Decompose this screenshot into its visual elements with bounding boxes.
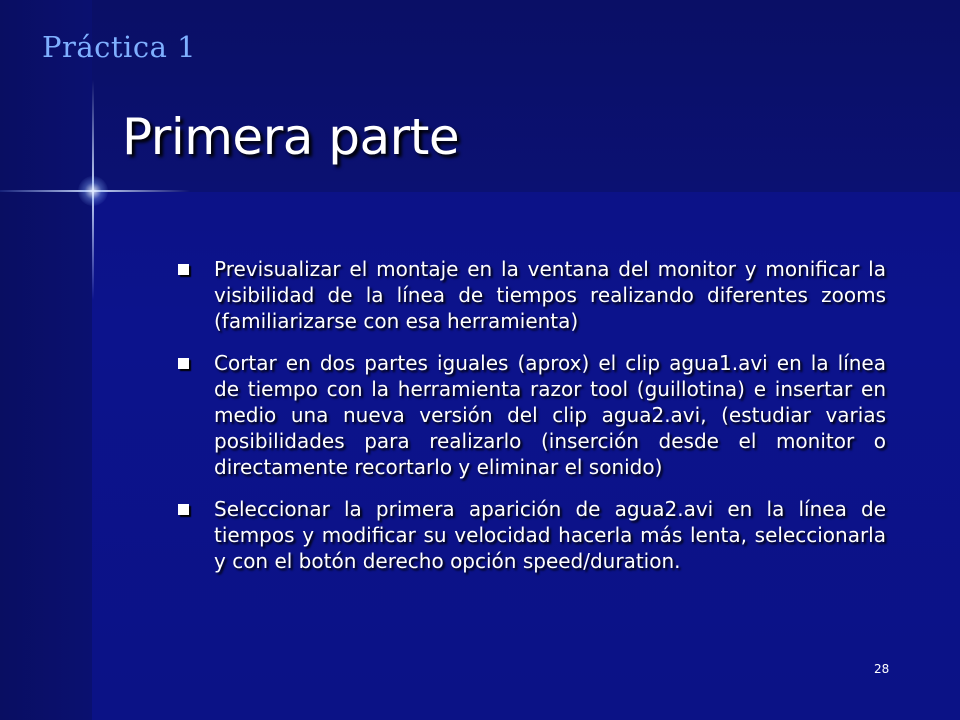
bullet-item (176, 350, 886, 480)
slide-title: Primera parte (122, 108, 460, 166)
bullet-list (176, 256, 886, 590)
bullet-item (176, 496, 886, 574)
bullet-text: Seleccionar la primera aparición de agua2.avi en la línea de tiempos y modificar su velocidad hacerla más lenta, seleccionarla y con el botón derecho opción speed/duration. (214, 497, 886, 573)
page-number: 28 (874, 662, 890, 676)
bullet-item (176, 256, 886, 334)
light-flare-glow (78, 176, 108, 206)
square-bullet-icon (178, 264, 189, 275)
square-bullet-icon (178, 358, 189, 369)
bullet-text: Previsualizar el montaje en la ventana del monitor y monificar la visibilidad de la línea de tiempos realizando diferentes zooms (familiarizarse con esa herramienta) (214, 257, 886, 333)
slide-subtitle: Práctica 1 (42, 30, 197, 64)
square-bullet-icon (178, 504, 189, 515)
left-band (0, 0, 92, 720)
bullet-text: Cortar en dos partes iguales (aprox) el clip agua1.avi en la línea de tiempo con la herramienta razor tool (guillotina) e insertar en medio una nueva versión del clip agua2.avi, (estudiar varias posibilidades para realizarlo (inserción desde el monitor o directamente recortarlo y eliminar el sonido) (214, 351, 886, 479)
